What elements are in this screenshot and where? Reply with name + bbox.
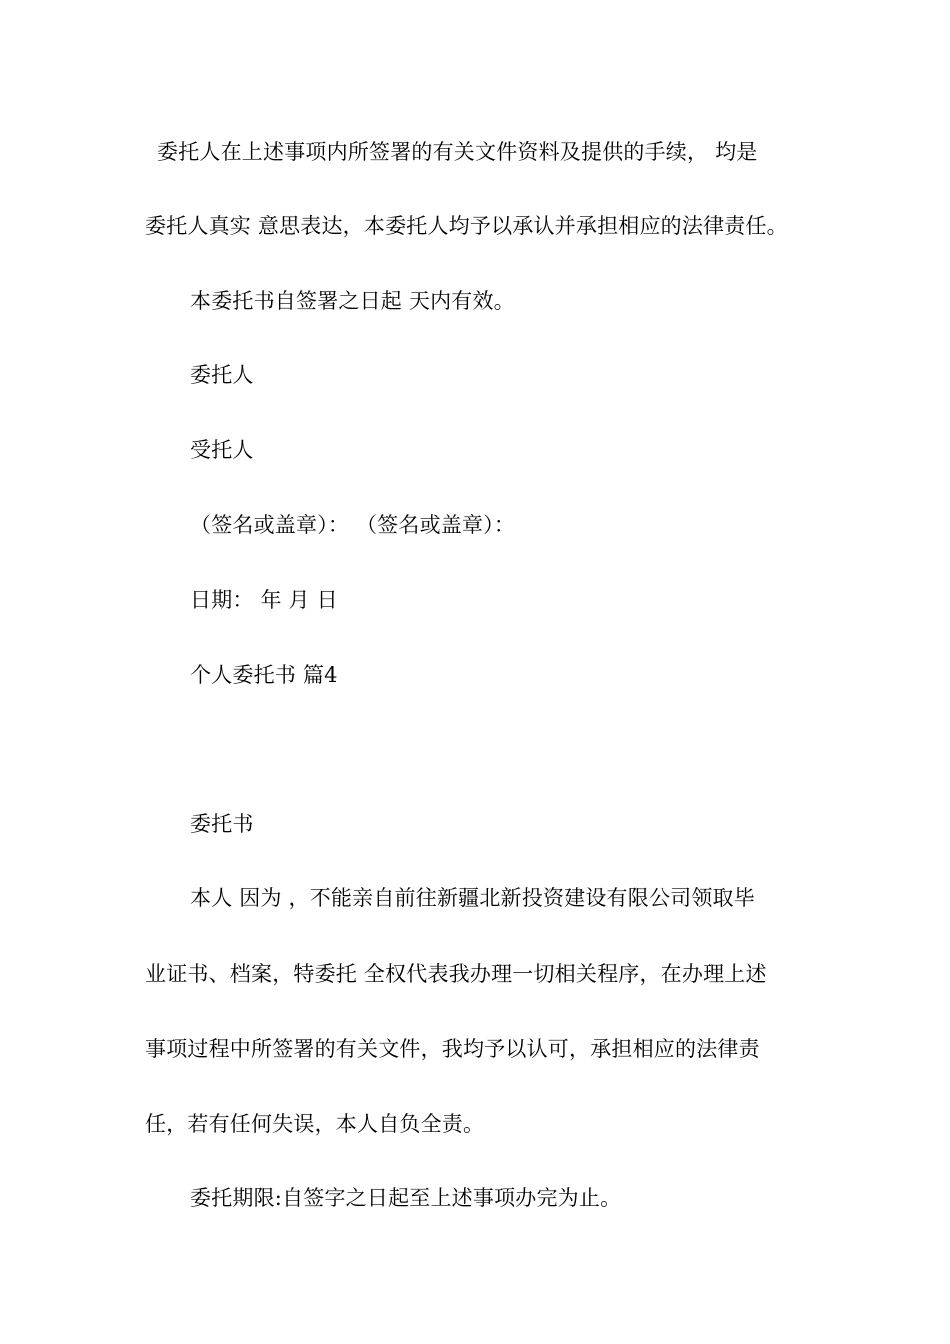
document-title: 委托书 <box>190 812 254 836</box>
paragraph-line-2: 委托人真实 意思表达，本委托人均予以承认并承担相应的法律责任。 <box>145 214 788 238</box>
principal-label: 委托人 <box>190 363 254 387</box>
agent-label: 受托人 <box>190 438 254 462</box>
term-line: 委托期限:自签字之日起至上述事项办完为止。 <box>190 1186 622 1210</box>
signature-line: （签名或盖章）： （签名或盖章）： <box>190 513 516 537</box>
validity-line: 本委托书自签署之日起 天内有效。 <box>190 289 515 313</box>
body-line-2: 业证书、档案，特委托 全权代表我办理一切相关程序，在办理上述 <box>145 962 767 986</box>
body-line-3: 事项过程中所签署的有关文件，我均予以认可，承担相应的法律责 <box>145 1037 760 1061</box>
body-line-1: 本人 因为 ，不能亲自前往新疆北新投资建设有限公司领取毕 <box>190 886 755 910</box>
body-line-4: 任，若有任何失误，本人自负全责。 <box>145 1112 485 1136</box>
section-heading: 个人委托书 篇4 <box>190 663 338 687</box>
paragraph-line-1: 委托人在上述事项内所签署的有关文件资料及提供的手续， 均是 <box>157 140 758 164</box>
date-line: 日期： 年 月 日 <box>190 588 338 612</box>
